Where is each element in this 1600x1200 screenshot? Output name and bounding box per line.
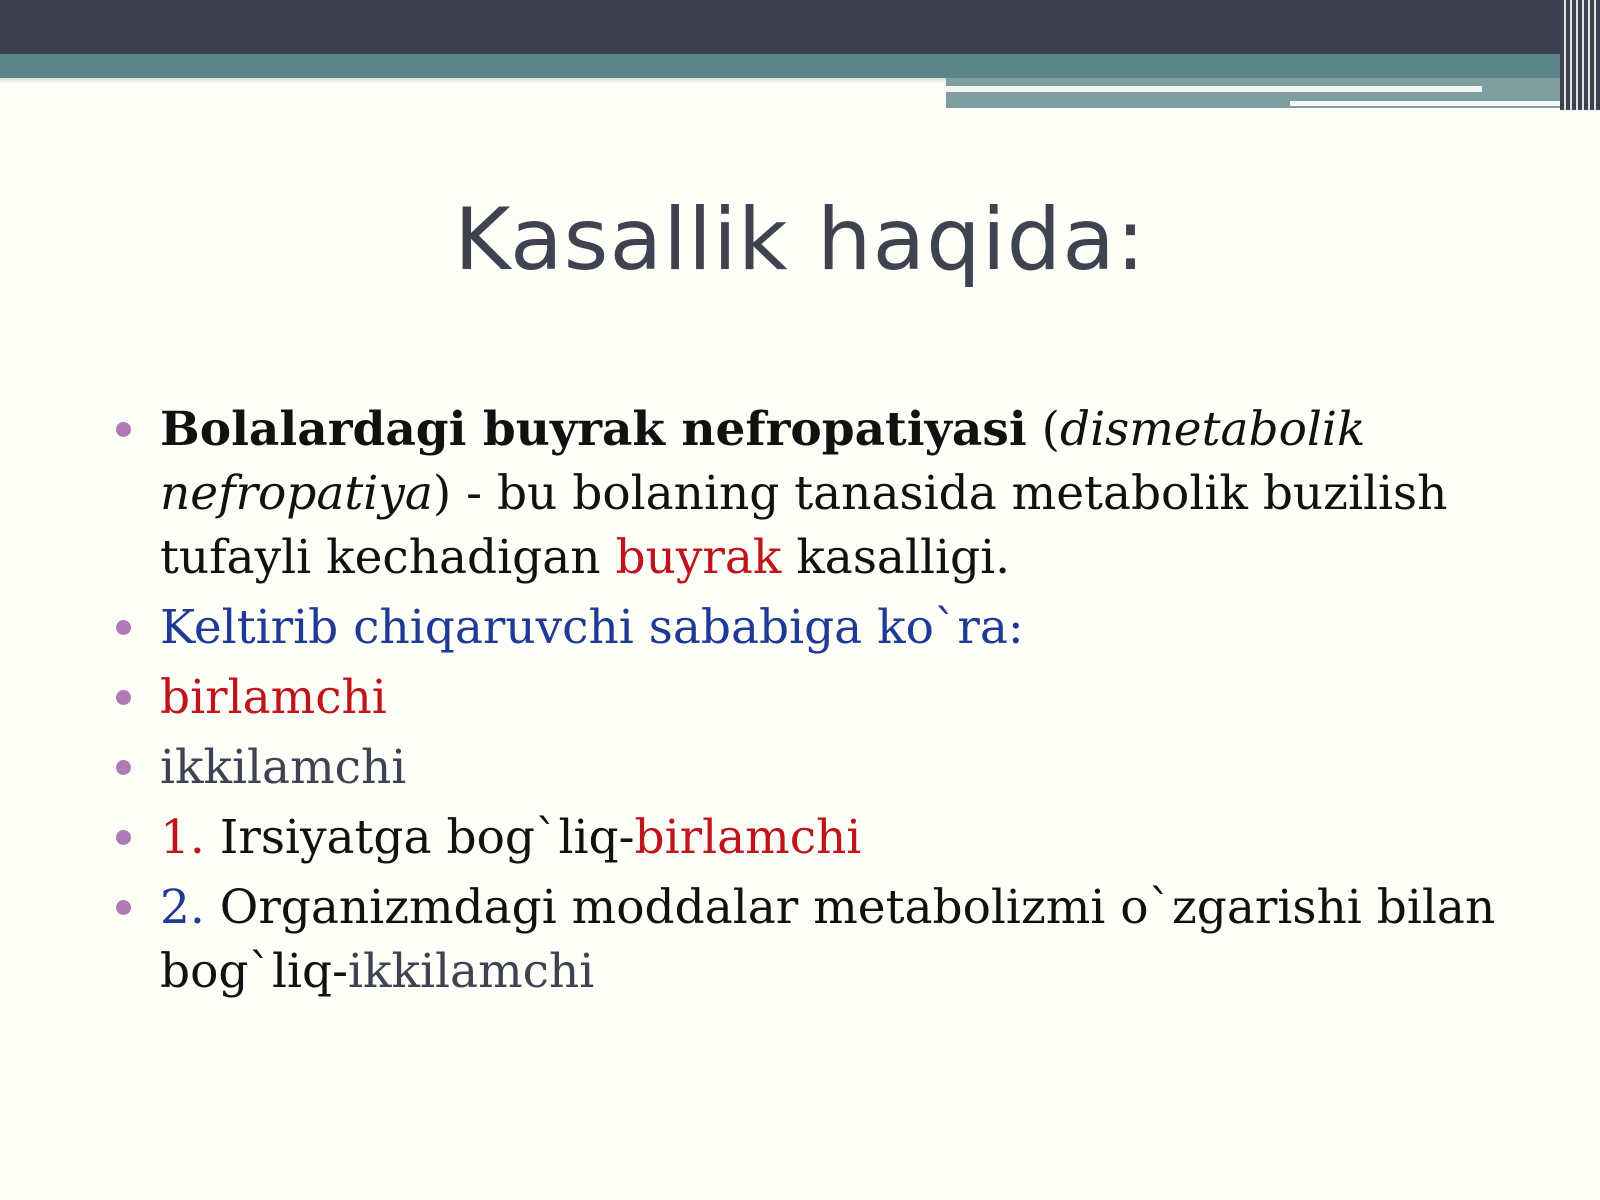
italic-term: dismetabolik nefropatiya [160, 402, 1366, 521]
header-stripes [1560, 0, 1600, 110]
text-span: birlamchi [160, 670, 387, 725]
item-number: 1. [160, 810, 205, 865]
bullet-item [112, 596, 1512, 660]
bullet-item [112, 736, 1512, 800]
bullet-item [112, 806, 1512, 870]
slide-title: Kasallik haqida: [454, 190, 1146, 290]
text-span: Keltirib chiqaruvchi sababiga ko`ra: [160, 600, 1024, 655]
header-band-shadow [0, 78, 946, 84]
text-span: ) - bu bolaning tanasida metabolik buzilish tufayli kechadigan [160, 466, 1448, 585]
bullet-dot-icon [116, 760, 131, 775]
bullet-dot-icon [116, 690, 131, 705]
highlight-word: buyrak [615, 530, 782, 585]
bullet-list [112, 398, 1512, 1010]
text-span: kasalligi. [781, 530, 1011, 585]
header-accent-line [946, 86, 1482, 92]
bullet-item [112, 398, 1512, 590]
header-band-dark [0, 0, 1600, 54]
text-span: ikkilamchi [160, 740, 407, 795]
header-accent-line [1290, 101, 1566, 106]
item-number: 2. [160, 880, 205, 935]
header-band-teal [0, 54, 1600, 78]
bullet-item [112, 666, 1512, 730]
highlight-word: ikkilamchi [348, 944, 595, 999]
bullet-dot-icon [116, 900, 131, 915]
text-span: Irsiyatga bog`liq- [204, 810, 635, 865]
bullet-dot-icon [116, 830, 131, 845]
highlight-word: birlamchi [634, 810, 862, 865]
bold-term: Bolalardagi buyrak nefropatiyasi [160, 402, 1027, 457]
bullet-dot-icon [116, 620, 131, 635]
text-span: Organizmdagi moddalar metabolizmi o`zgarishi bilan bog`liq- [160, 880, 1496, 999]
bullet-item [112, 876, 1512, 1004]
bullet-dot-icon [116, 422, 131, 437]
text-span: ( [1026, 402, 1060, 457]
